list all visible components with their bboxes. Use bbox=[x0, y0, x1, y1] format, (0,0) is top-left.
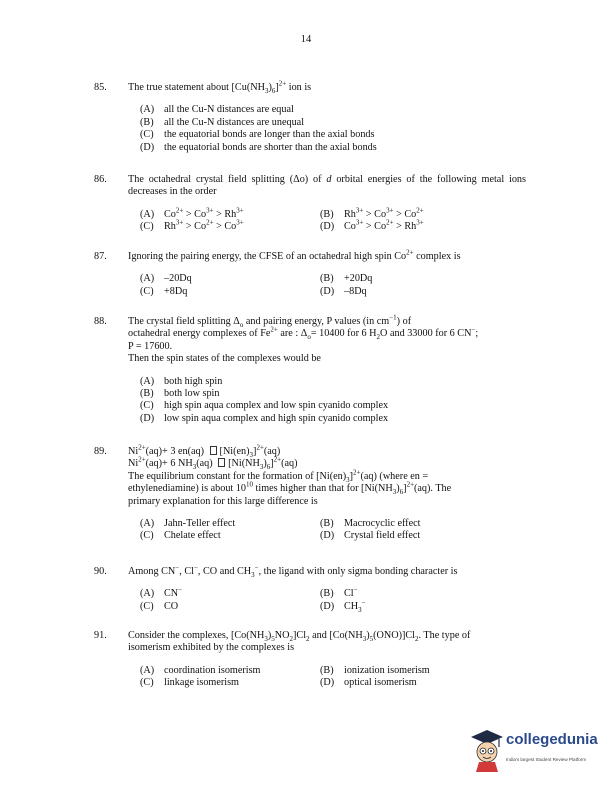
options bbox=[140, 588, 526, 613]
question-stem: Ignoring the pairing energy, the CFSE of an octahedral high spin $Co^{2+}$ complex is bbox=[128, 248, 461, 262]
option-b: (B) Macrocyclic effect bbox=[320, 518, 421, 530]
question-number: 91. bbox=[94, 630, 107, 641]
option-c: (C) +8Dq bbox=[140, 285, 188, 297]
option-d: (D) $Co^{3+} > Co^{2+} > Rh^{3+}$ bbox=[320, 218, 424, 233]
option-a: (A) all the Cu-N distances are equal bbox=[140, 104, 294, 116]
option-d: (D) $CH_3^-$ bbox=[320, 598, 366, 614]
options bbox=[140, 518, 526, 543]
question-88 bbox=[94, 313, 526, 425]
option-a: (A) Jahn-Teller effect bbox=[140, 518, 236, 530]
reaction-1: $Ni^{2+}(aq)+ 3$ en(aq) $[Ni(en)_3]^{2+}(aq)$ bbox=[128, 443, 281, 460]
option-c: (C) the equatorial bonds are longer than the axial bonds bbox=[140, 129, 375, 141]
missing-glyph-icon bbox=[218, 458, 225, 467]
option-d: (D) optical isomerism bbox=[320, 677, 417, 689]
option-b: (B) +20Dq bbox=[320, 273, 373, 285]
options bbox=[140, 273, 526, 298]
options bbox=[140, 376, 526, 426]
question-number: 90. bbox=[94, 566, 107, 577]
option-a: (A) coordination isomerism bbox=[140, 664, 261, 676]
question-number: 86. bbox=[94, 174, 107, 185]
option-b: (B) all the Cu-N distances are unequal bbox=[140, 116, 305, 128]
options bbox=[140, 665, 526, 690]
option-d: (D) low spin aqua complex and high spin cyanido complex bbox=[140, 412, 389, 424]
option-c: (C) $Rh^{3+} > Co^{2+} > Co^{3+}$ bbox=[140, 218, 244, 233]
option-b: (B) Cl− bbox=[320, 586, 358, 600]
option-a: (A) CN− bbox=[140, 586, 183, 600]
question-number: 85. bbox=[94, 82, 107, 93]
question-86 bbox=[94, 174, 526, 234]
question-87 bbox=[94, 248, 526, 298]
option-c: (C) CO bbox=[140, 600, 179, 612]
question-89 bbox=[94, 443, 526, 543]
missing-glyph-icon bbox=[210, 446, 217, 455]
question-stem: The true statement about $[Cu(NH_3)_6]^{2+}$ ion is bbox=[128, 79, 312, 96]
option-d: (D) –8Dq bbox=[320, 285, 367, 297]
option-c: (C) high spin aqua complex and low spin cyanido complex bbox=[140, 400, 389, 412]
option-d: (D) the equatorial bonds are shorter than the axial bonds bbox=[140, 141, 377, 153]
question-stem: The crystal field splitting $\Delta_o$ and pairing energy, P values (in $cm^{-1}$) of octahedral energy complexes of $Fe^{2+}$ are : $\Delta_o= 10400$ for 6 $H_2O$ and 33000 for 6 CN−; P = 17600. Then the spin states of the complexes would be bbox=[128, 313, 479, 365]
question-number: 89. bbox=[94, 446, 107, 457]
option-a: (A) both high spin bbox=[140, 375, 223, 387]
page-number: 14 bbox=[300, 34, 312, 45]
option-b: (B) both low spin bbox=[140, 388, 220, 400]
question-stem: Among CN−, Cl−, CO and $CH_3^-$, the ligand with only sigma bonding character is bbox=[128, 563, 458, 580]
question-number: 87. bbox=[94, 251, 107, 262]
option-a: (A) $Co^{2+} > Co^{3+} > Rh^{3+}$ bbox=[140, 206, 244, 220]
question-number: 88. bbox=[94, 316, 107, 327]
reaction-2: $Ni^{2+}(aq)+ 6$ $NH_3(aq)$ $[Ni(NH_3)_6]^{2+}(aq)$ bbox=[128, 456, 298, 472]
question-85 bbox=[94, 79, 526, 154]
question-stem: The octahedral crystal field splitting (Δo) of d orbital energies of the following metal ions decreases in the order bbox=[128, 174, 526, 198]
option-a: (A) –20Dq bbox=[140, 273, 192, 285]
question-90 bbox=[94, 563, 526, 614]
collegedunia-logo: collegedunia India's largest Student Review Platform bbox=[470, 728, 610, 776]
options bbox=[140, 104, 526, 154]
question-stem: Consider the complexes, $[Co(NH_3)_5NO_2]Cl_2$ and $[Co(NH_3)_5(ONO)]Cl_2$. The type of isomerism exhibited by the complexes is bbox=[128, 630, 471, 654]
question-stem: $Ni^{2+}(aq)+ 3$ en(aq) $[Ni(en)_3]^{2+}(aq)$ $Ni^{2+}(aq)+ 6$ $NH_3(aq)$ $[Ni(NH_3)_6]^{2+}(aq)$ The equilibrium constant for the formation of $[Ni(en)_3]^{2+}(aq)$ (where en = ethylenediamine) is about $10^{10}$ times higher than that for $[Ni(NH_3)_6]^{2+}(aq)$. The primary explanation for this large difference is bbox=[128, 446, 526, 508]
option-b: (B) ionization isomerism bbox=[320, 664, 430, 676]
option-d: (D) Crystal field effect bbox=[320, 530, 421, 542]
option-b: (B) $Rh^{3+} > Co^{3+} > Co^{2+}$ bbox=[320, 206, 424, 220]
question-91 bbox=[94, 630, 526, 690]
mascot-icon bbox=[470, 728, 504, 772]
options bbox=[140, 206, 526, 234]
option-c: (C) linkage isomerism bbox=[140, 677, 239, 689]
option-c: (C) Chelate effect bbox=[140, 530, 221, 542]
